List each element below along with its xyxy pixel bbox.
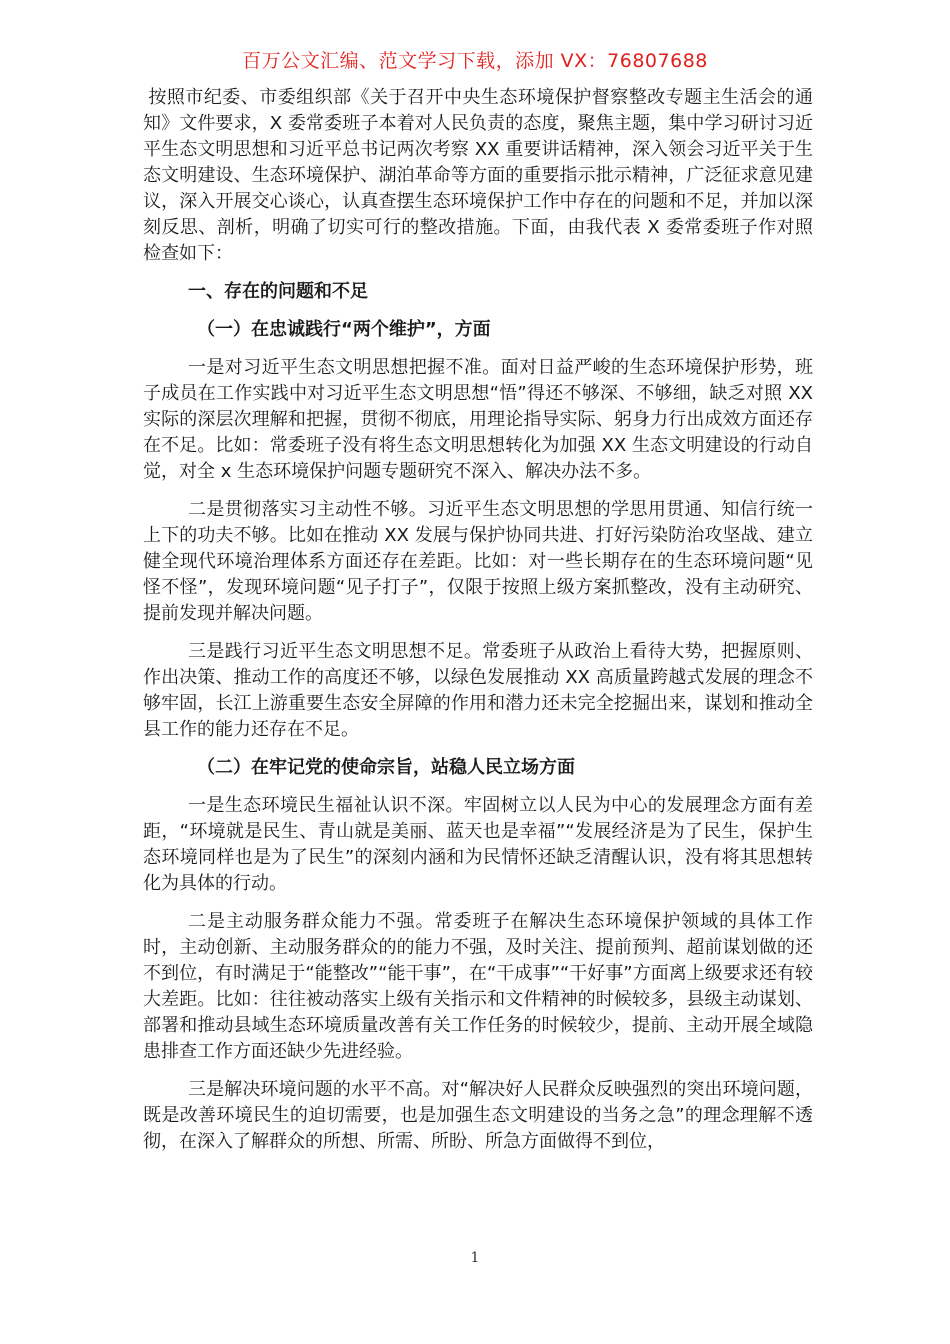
paragraph: 一是对习近平生态文明思想把握不准。面对日益严峻的生态环境保护形势，班子成员在工作实践中对习近平生态文明思想“悟”得还不够深、不够细，缺乏对照 XX 实际的深层次理解和把握，贯彻不彻底，用理论指导实际、躬身力行出成效方面还存在不足。比如：常委班子没有将生态文明思想转化为加强 XX 生态文明建设的行动自觉，对全 x 生态环境保护问题专题研究不深入、解决办法不多。 [143,357,813,482]
intro-paragraph: 按照市纪委、市委组织部《关于召开中央生态环境保护督察整改专题主生活会的通知》文件要求，X 委常委班子本着对人民负责的态度，聚焦主题，集中学习研讨习近平生态文明思想和习近平总书记两次考察 XX 重要讲话精神，深入领会习近平关于生态文明建设、生态环境保护、湖泊革命等方面的重要指示批示精神，广泛征求意见建议，深入开展交心谈心，认真查摆生态环境保护工作中存在的问题和不足，并加以深刻反思、剖析，明确了切实可行的整改措施。下面，由我代表 X 委常委班子作对照检查如下： [143,87,813,264]
subsection-heading-2: （二）在牢记党的使命宗旨，站稳人民立场方面 [197,757,575,778]
subsection-heading-1: （一）在忠诚践行“两个维护”，方面 [197,319,491,340]
paragraph: 三是解决环境问题的水平不高。对“解决好人民群众反映强烈的突出环境问题，既是改善环境民生的迫切需要，也是加强生态文明建设的当务之急”的理念理解不透彻，在深入了解群众的所想、所需、所盼、所急方面做得不到位， [143,1079,813,1152]
document-body [143,85,813,1167]
section-heading: 一、存在的问题和不足 [188,281,368,302]
paragraph: 三是践行习近平生态文明思想不足。常委班子从政治上看待大势，把握原则、作出决策、推动工作的高度还不够，以绿色发展推动 XX 高质量跨越式发展的理念不够牢固，长江上游重要生态安全屏障的作用和潜力还未完全挖掘出来，谋划和推动全县工作的能力还存在不足。 [143,641,813,740]
paragraph: 二是主动服务群众能力不强。常委班子在解决生态环境保护领域的具体工作时，主动创新、主动服务群众的的能力不强，及时关注、提前预判、超前谋划做的还不到位，有时满足于“能整改”“能干事”，在“干成事”“干好事”方面离上级要求还有较大差距。比如：往往被动落实上级有关指示和文件精神的时候较多，县级主动谋划、部署和推动县域生态环境质量改善有关工作任务的时候较少，提前、主动开展全域隐患排查工作方面还缺少先进经验。 [143,911,813,1062]
paragraph: 一是生态环境民生福祉认识不深。牢固树立以人民为中心的发展理念方面有差距，“环境就是民生、青山就是美丽、蓝天也是幸福”“发展经济是为了民生，保护生态环境同样也是为了民生”的深刻内涵和为民情怀还缺乏清醒认识，没有将其思想转化为具体的行动。 [143,795,813,894]
watermark-banner: 百万公文汇编、范文学习下载，添加 VX：76807688 [242,50,708,72]
page-number: 1 [470,1250,480,1266]
paragraph: 二是贯彻落实习主动性不够。习近平生态文明思想的学思用贯通、知信行统一上下的功夫不够。比如在推动 XX 发展与保护协同共进、打好污染防治攻坚战、建立健全现代环境治理体系方面还存在差距。比如：对一些长期存在的生态环境问题“见怪不怪”，发现环境问题“见子打子”，仅限于按照上级方案抓整改，没有主动研究、提前发现并解决问题。 [143,499,813,624]
